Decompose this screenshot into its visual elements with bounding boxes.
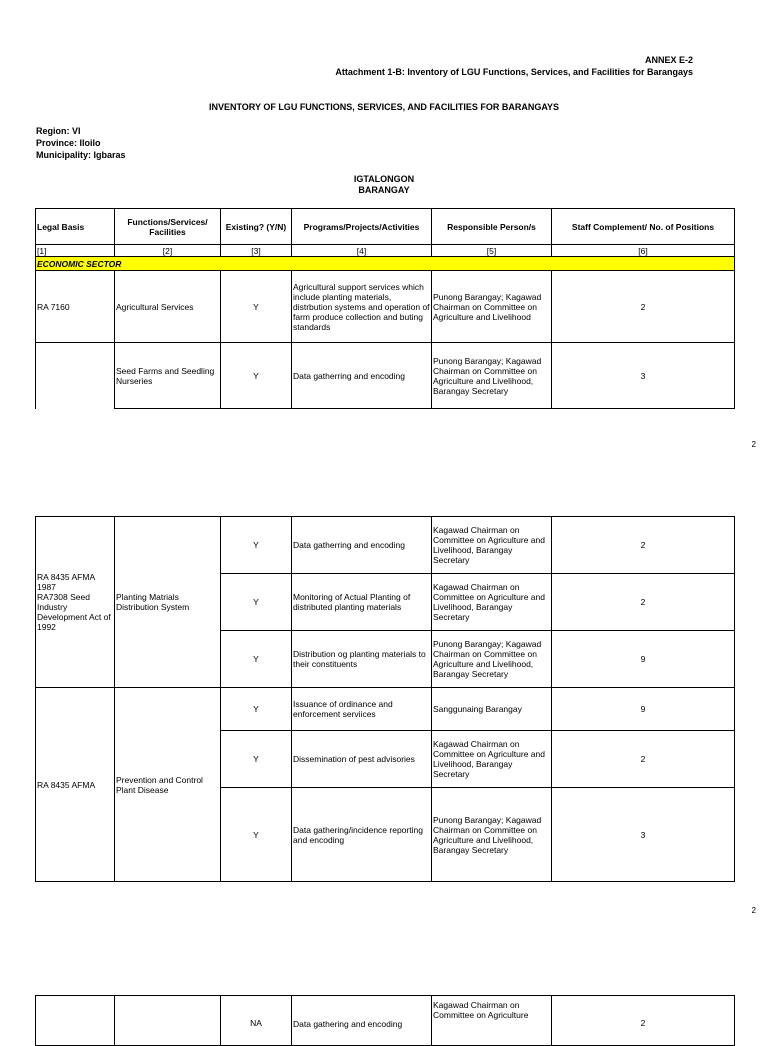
inventory-table-page1 — [35, 208, 735, 409]
function-cell: Seed Farms and Seedling Nurseries — [115, 343, 221, 409]
barangay-label: BARANGAY — [358, 185, 410, 195]
program-cell: Data gatherring and encoding — [292, 343, 432, 409]
staff-cell: 2 — [552, 271, 735, 343]
program-cell: Agricultural support services which include planting materials, distrbution systems and operation of farm produce collection and buting standards — [292, 271, 432, 343]
existing-cell: Y — [221, 271, 292, 343]
legal-basis-cell: RA 8435 AFMA — [36, 688, 115, 882]
municipality-label: Municipality: Igbaras — [36, 150, 126, 160]
existing-cell: Y — [221, 731, 292, 788]
document-title: INVENTORY OF LGU FUNCTIONS, SERVICES, AND FACILITIES FOR BARANGAYS — [208, 102, 560, 112]
col-number-3: [3] — [221, 245, 292, 257]
function-cell: Prevention and Control Plant Disease — [115, 688, 221, 882]
responsible-cell: Punong Barangay; Kagawad Chairman on Committee on Agriculture and Livelihood, Barangay Secretary — [432, 788, 552, 882]
staff-cell: 2 — [552, 517, 735, 574]
region-label: Region: VI — [36, 126, 81, 136]
responsible-cell: Kagawad Chairman on Committee on Agriculture and Livelihood, Barangay Secretary — [432, 517, 552, 574]
col-header-staff: Staff Complement/ No. of Positions — [552, 209, 735, 245]
sector-heading: ECONOMIC SECTOR — [36, 257, 735, 271]
program-cell: Monitoring of Actual Planting of distributed planting materials — [292, 574, 432, 631]
col-header-responsible: Responsible Person/s — [432, 209, 552, 245]
responsible-cell: Kagawad Chairman on Committee on Agriculture and Livelihood, Barangay Secretary — [432, 574, 552, 631]
staff-cell: 9 — [552, 631, 735, 688]
col-header-programs: Programs/Projects/Activities — [292, 209, 432, 245]
col-header-legal-basis: Legal Basis — [36, 209, 115, 245]
existing-cell: Y — [221, 343, 292, 409]
responsible-cell: Kagawad Chairman on Committee on Agriculture and Livelihood, Barangay Secretary — [432, 731, 552, 788]
responsible-cell: Punong Barangay; Kagawad Chairman on Committee on Agriculture and Livelihood — [432, 271, 552, 343]
page-number: 2 — [751, 906, 756, 915]
program-cell: Data gatherring and encoding — [292, 517, 432, 574]
staff-cell: 3 — [552, 788, 735, 882]
staff-cell: 2 — [552, 731, 735, 788]
col-header-existing: Existing? (Y/N) — [221, 209, 292, 245]
existing-cell: NA — [221, 996, 292, 1046]
table-row — [36, 271, 735, 343]
col-number-1: [1] — [36, 245, 115, 257]
legal-basis-cell — [36, 343, 115, 409]
existing-cell: Y — [221, 517, 292, 574]
function-cell: Planting Matrials Distribution System — [115, 517, 221, 688]
inventory-table-page3 — [35, 995, 735, 1046]
existing-cell: Y — [221, 631, 292, 688]
function-cell — [115, 996, 221, 1046]
responsible-cell: Kagawad Chairman on Committee on Agriculture — [432, 996, 552, 1046]
responsible-cell: Punong Barangay; Kagawad Chairman on Committee on Agriculture and Livelihood, Barangay Secretary — [432, 631, 552, 688]
responsible-cell: Sanggunaing Barangay — [432, 688, 552, 731]
inventory-table-page2 — [35, 516, 735, 882]
program-cell: Data gathering and encoding — [292, 996, 432, 1046]
province-label: Province: Iloilo — [36, 138, 101, 148]
staff-cell: 9 — [552, 688, 735, 731]
page-number: 2 — [751, 440, 756, 449]
existing-cell: Y — [221, 574, 292, 631]
staff-cell: 3 — [552, 343, 735, 409]
annex-label: ANNEX E-2 — [644, 55, 693, 65]
col-header-functions: Functions/Services/ Facilities — [115, 209, 221, 245]
program-cell: Dissemination of pest advisories — [292, 731, 432, 788]
col-number-5: [5] — [432, 245, 552, 257]
program-cell: Distribution og planting materials to their constituents — [292, 631, 432, 688]
col-number-2: [2] — [115, 245, 221, 257]
col-number-4: [4] — [292, 245, 432, 257]
table-row — [36, 343, 735, 409]
staff-cell: 2 — [552, 996, 735, 1046]
table-row — [36, 517, 735, 574]
staff-cell: 2 — [552, 574, 735, 631]
program-cell: Data gathering/incidence reporting and encoding — [292, 788, 432, 882]
attachment-title: Attachment 1-B: Inventory of LGU Functions, Services, and Facilities for Barangays — [335, 67, 693, 77]
table-row — [36, 996, 735, 1046]
program-cell: Issuance of ordinance and enforcement serviices — [292, 688, 432, 731]
col-number-6: [6] — [552, 245, 735, 257]
legal-basis-cell: RA 8435 AFMA 1987 RA7308 Seed Industry Development Act of 1992 — [36, 517, 115, 688]
barangay-name: IGTALONGON — [353, 174, 415, 184]
legal-basis-cell — [36, 996, 115, 1046]
responsible-cell: Punong Barangay; Kagawad Chairman on Committee on Agriculture and Livelihood, Barangay Secretary — [432, 343, 552, 409]
existing-cell: Y — [221, 788, 292, 882]
table-row — [36, 688, 735, 731]
function-cell: Agricultural Services — [115, 271, 221, 343]
legal-basis-cell: RA 7160 — [36, 271, 115, 343]
existing-cell: Y — [221, 688, 292, 731]
